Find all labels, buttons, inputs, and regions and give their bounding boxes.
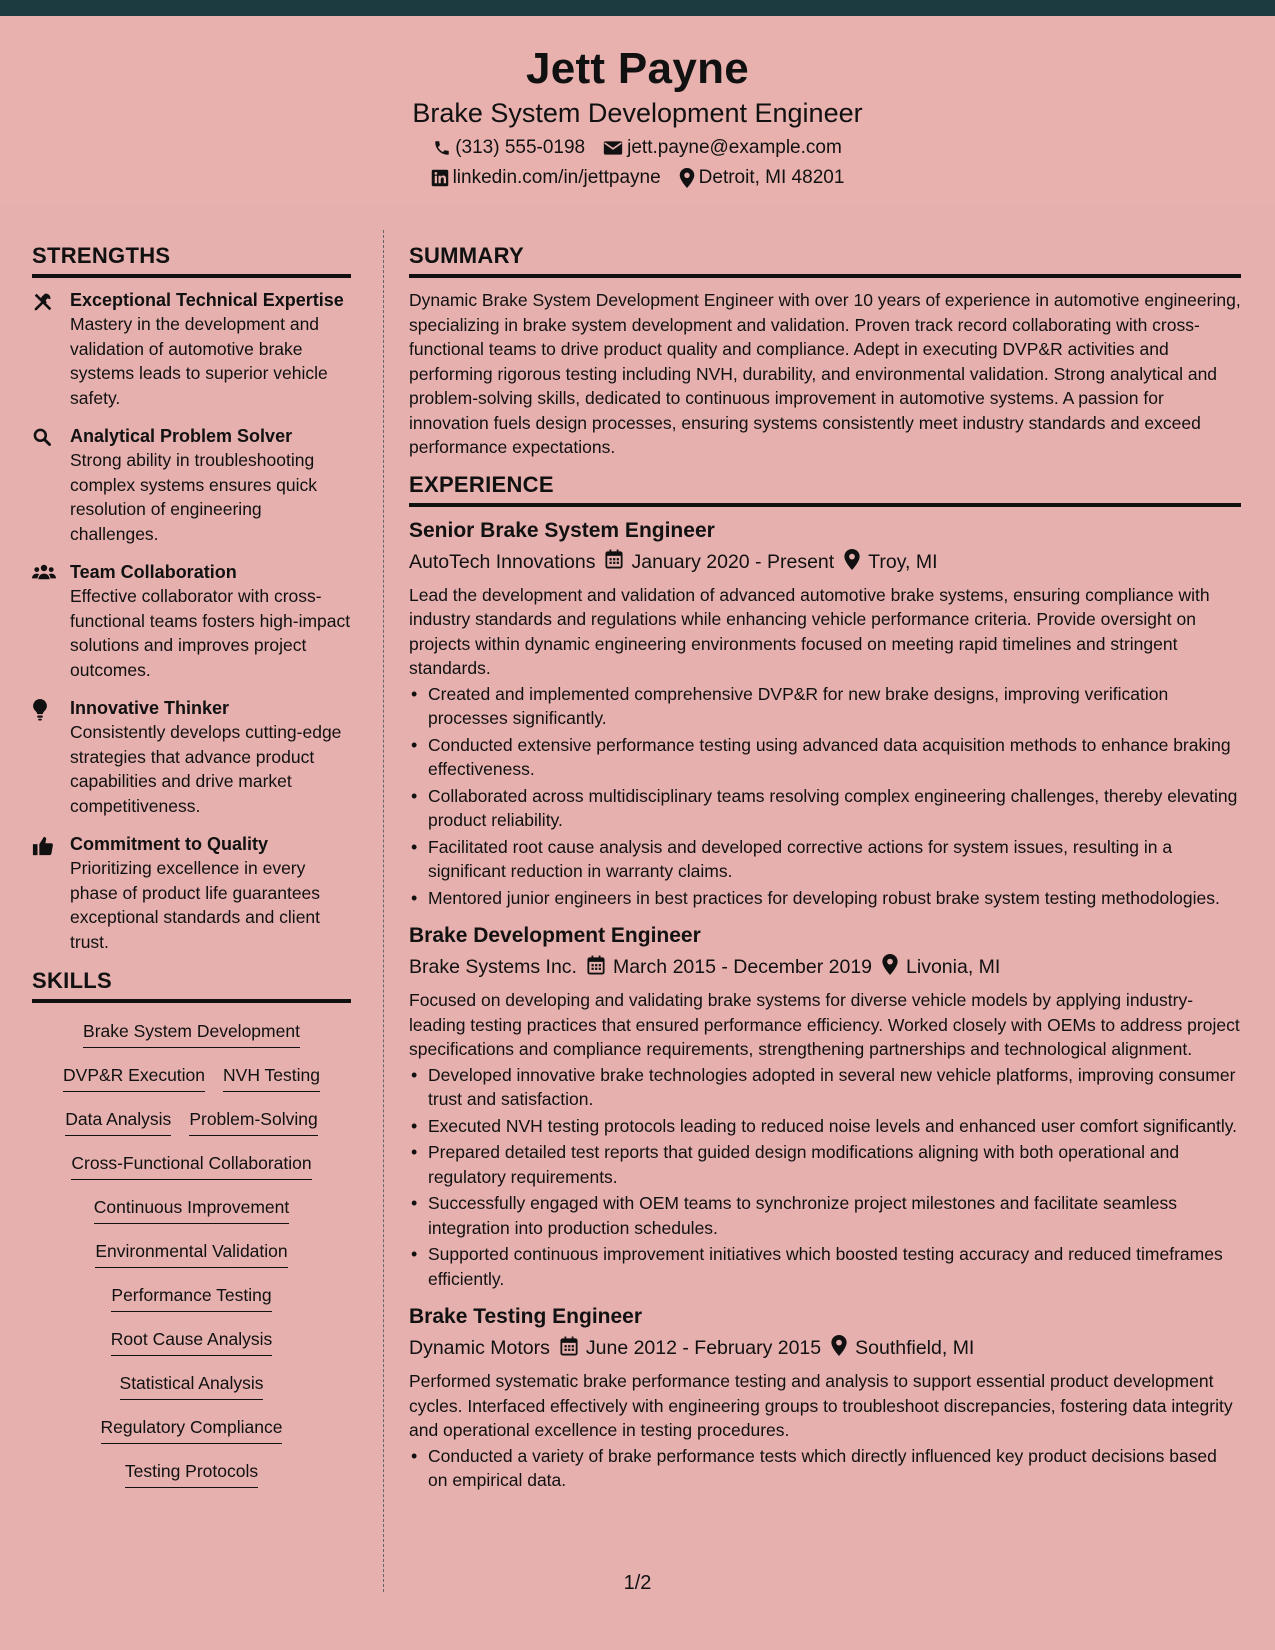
location-contact (679, 167, 845, 189)
job-meta (409, 1335, 1241, 1362)
map-pin-icon (844, 549, 860, 576)
skill-tag: Regulatory Compliance (101, 1415, 283, 1444)
strength-item (32, 560, 351, 682)
map-pin-icon (882, 954, 898, 981)
job-location (844, 549, 937, 576)
strength-item (32, 696, 351, 818)
strength-title: Analytical Problem Solver (70, 426, 293, 446)
thumbs-up-icon (32, 832, 58, 954)
skill-tag: Root Cause Analysis (111, 1327, 272, 1356)
candidate-name: Jett Payne (525, 44, 750, 93)
job-description: Performed systematic brake performance testing and analysis to support essential product development cycles. Interfaced effectively with engineering groups to troubleshoot discrepancies, fostering data integrity and operational excellence in testing procedures. (409, 1371, 1233, 1440)
strength-title: Team Collaboration (70, 562, 237, 582)
bullet-item: • Mentored junior engineers in best practices for developing robust brake system testing methodologies. (409, 886, 1241, 911)
bullet-item: • Created and implemented comprehensive DVP&R for new brake designs, improving verification processes significantly. (409, 682, 1241, 731)
strength-description: Strong ability in troubleshooting complex systems ensures quick resolution of engineering challenges. (70, 450, 318, 544)
bullet-item: • Conducted a variety of brake performance tests which directly influenced key product decisions based on empirical data. (409, 1444, 1241, 1493)
search-icon (32, 424, 58, 546)
strength-title: Commitment to Quality (70, 834, 269, 854)
calendar-icon (605, 549, 623, 575)
bullet-item: • Developed innovative brake technologies adopted in several new vehicle platforms, improving consumer trust and satisfaction. (409, 1063, 1241, 1112)
candidate-title: Brake System Development Engineer (412, 98, 863, 128)
job-bullets (409, 682, 1241, 911)
date-range: June 2012 - February 2015 (585, 1337, 822, 1359)
strengths-heading: STRENGTHS (32, 243, 351, 278)
strength-description: Mastery in the development and validation of automotive brake systems leads to superior vehicle safety. (70, 314, 328, 408)
strengths-list (32, 288, 351, 954)
contact-row-2 (0, 167, 1275, 189)
location-text: Troy, MI (868, 550, 938, 573)
job-description: Focused on developing and validating brake systems for diverse vehicle models by applying industry-leading testing practices that ensured performance efficiency. Worked closely with OEMs to address project specifications and compliance requirements, strengthening partnerships and technological alignment. (409, 990, 1240, 1059)
lightbulb-icon (32, 696, 58, 818)
bullet-item: • Supported continuous improvement initiatives which boosted testing accuracy and reduced timeframes efficiently. (409, 1242, 1241, 1291)
linkedin-icon (431, 169, 449, 187)
location-text: Southfield, MI (855, 1337, 975, 1359)
job-bullets (409, 1063, 1241, 1292)
bullet-item: • Prepared detailed test reports that guided design modifications aligning with both operational and regulatory requirements. (409, 1140, 1241, 1189)
skill-tag: Testing Protocols (125, 1459, 258, 1488)
skill-tag: Brake System Development (83, 1019, 300, 1048)
bullet-item: • Facilitated root cause analysis and developed corrective actions for system issues, resulting in a significant reduction in warranty claims. (409, 835, 1241, 884)
company-name: AutoTech Innovations (409, 550, 596, 573)
job-bullets (409, 1444, 1241, 1493)
job-location (882, 954, 1000, 981)
strength-description: Consistently develops cutting-edge strategies that advance product capabilities and drive market competitiveness. (70, 722, 342, 816)
skills-heading: SKILLS (32, 968, 351, 1003)
job-title: Brake Testing Engineer (409, 1305, 643, 1328)
phone-contact (433, 137, 585, 159)
job-meta (409, 954, 1241, 981)
job-description: Lead the development and validation of advanced automotive brake systems, ensuring compliance with industry standards and regulations while enhancing vehicle performance criteria. Provide oversight on projects within dynamic engineering environments focused on meeting rapid timelines and stringent standards. (409, 584, 1210, 678)
location-text: Livonia, MI (906, 956, 1001, 978)
resume-header (0, 16, 1275, 204)
company-name: Brake Systems Inc. (409, 956, 577, 978)
map-pin-icon (831, 1335, 847, 1362)
skill-tag: Data Analysis (65, 1107, 171, 1136)
page-number: 1/2 (623, 1572, 652, 1594)
column-divider (383, 230, 384, 1592)
strength-title: Innovative Thinker (70, 698, 230, 718)
left-column (32, 243, 351, 1488)
summary-text: Dynamic Brake System Development Engineer with over 10 years of experience in automotive engineering, specializing in brake system development and validation. Proven track record collaborating with cross-functional teams to drive product quality and compliance. Adept in executing DVP&R activities and performing rigorous testing including NVH, durability, and environmental validation. Strong analytical and problem-solving skills, dedicated to continuous improvement in automotive systems. A passion for innovation fuels design processes, ensuring systems consistently meet industry standards and exceed performance expectations. (409, 290, 1241, 457)
job-title: Brake Development Engineer (409, 924, 701, 947)
experience-heading: EXPERIENCE (409, 472, 1241, 507)
users-icon (32, 560, 58, 682)
phone-text[interactable]: (313) 555-0198 (455, 137, 586, 158)
job-dates (605, 549, 834, 575)
strength-description: Effective collaborator with cross-functional teams fosters high-impact solutions and improves project outcomes. (70, 586, 351, 680)
bullet-item: • Conducted extensive performance testing using advanced data acquisition methods to enhance braking effectiveness. (409, 733, 1241, 782)
job-entry (409, 922, 1241, 1291)
top-accent-bar (0, 0, 1275, 16)
email-text[interactable]: jett.payne@example.com (627, 137, 842, 158)
linkedin-text[interactable]: linkedin.com/in/jettpayne (452, 167, 661, 188)
skills-list (32, 1013, 351, 1488)
bullet-item: • Executed NVH testing protocols leading to reduced noise levels and enhanced user comfort significantly. (409, 1114, 1241, 1139)
job-dates (587, 955, 872, 981)
map-pin-icon (679, 168, 695, 188)
contact-row-1 (0, 137, 1275, 159)
strength-item (32, 832, 351, 954)
right-column (409, 243, 1241, 1505)
skills-section (32, 968, 351, 1488)
date-range: March 2015 - December 2019 (612, 956, 873, 978)
skill-tag: Continuous Improvement (94, 1195, 290, 1224)
phone-icon (433, 139, 451, 157)
calendar-icon (587, 955, 605, 981)
company-name: Dynamic Motors (409, 1337, 550, 1359)
date-range: January 2020 - Present (631, 550, 835, 573)
strength-title: Exceptional Technical Expertise (70, 290, 344, 310)
strength-item (32, 288, 351, 410)
skill-tag: NVH Testing (223, 1063, 320, 1092)
tools-icon (32, 288, 58, 410)
envelope-icon (603, 139, 623, 157)
job-entry (409, 1303, 1241, 1493)
job-dates (560, 1336, 821, 1362)
bullet-item: • Successfully engaged with OEM teams to synchronize project milestones and facilitate seamless integration into production schedules. (409, 1191, 1241, 1240)
skill-tag: Problem-Solving (189, 1107, 317, 1136)
skill-tag: Performance Testing (111, 1283, 271, 1312)
strength-item (32, 424, 351, 546)
job-location (831, 1335, 974, 1362)
experience-list (409, 517, 1241, 1493)
location-text: Detroit, MI 48201 (698, 167, 845, 188)
summary-heading: SUMMARY (409, 243, 1241, 278)
bullet-item: • Collaborated across multidisciplinary teams resolving complex engineering challenges, thereby elevating product reliability. (409, 784, 1241, 833)
skill-tag: Environmental Validation (95, 1239, 287, 1268)
job-title: Senior Brake System Engineer (409, 518, 715, 542)
strength-description: Prioritizing excellence in every phase of product life guarantees exceptional standards and client trust. (70, 858, 321, 952)
skill-tag: DVP&R Execution (63, 1063, 205, 1092)
skill-tag: Statistical Analysis (120, 1371, 264, 1400)
job-meta (409, 549, 1241, 576)
linkedin-contact (431, 167, 661, 189)
calendar-icon (560, 1336, 578, 1362)
job-entry (409, 517, 1241, 911)
skill-tag: Cross-Functional Collaboration (71, 1151, 311, 1180)
email-contact (603, 137, 842, 159)
